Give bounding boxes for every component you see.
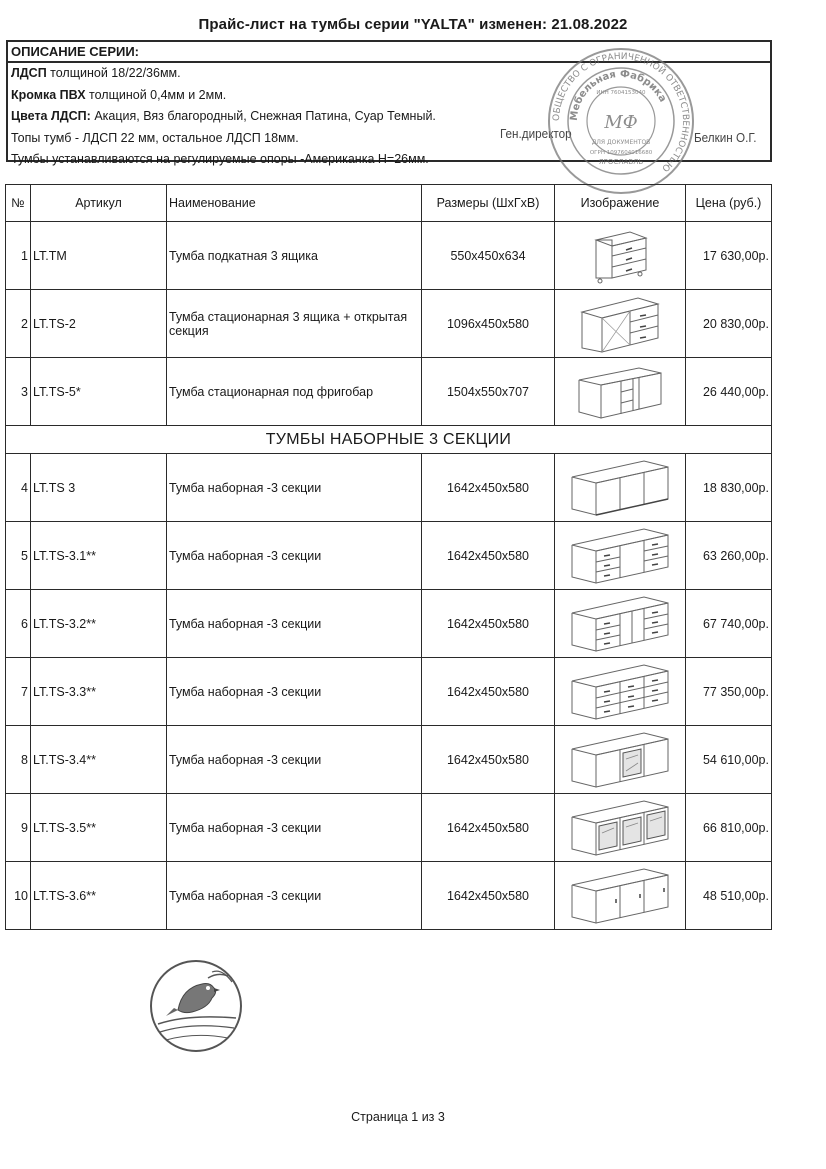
price-cell: 67 740,00р. [686,590,772,658]
size-cell: 1096x450x580 [422,290,555,358]
image-cell [555,794,686,862]
all-glass-icon [557,797,683,859]
row-number: 10 [6,862,31,930]
open-3-section-icon [557,457,683,519]
svg-text:ДЛЯ ДОКУМЕНТОВ: ДЛЯ ДОКУМЕНТОВ [591,139,651,146]
svg-text:ЯРОСЛАВЛЬ: ЯРОСЛАВЛЬ [598,158,644,166]
article-cell: LT.TS-3.3** [31,658,167,726]
table-row [6,794,772,862]
name-cell: Тумба наборная -3 секции [167,454,422,522]
all-doors-icon [557,865,683,927]
fridge-cabinet-icon [557,364,683,420]
image-cell [555,726,686,794]
drawers-doors-drawers-icon [557,593,683,655]
mobile-pedestal-icon [557,228,683,284]
header-image: Изображение [555,185,686,222]
name-cell: Тумба наборная -3 секции [167,658,422,726]
image-cell [555,658,686,726]
price-cell: 54 610,00р. [686,726,772,794]
svg-text:МФ: МФ [604,112,638,133]
row-number: 7 [6,658,31,726]
article-cell: LT.TM [31,222,167,290]
image-cell [555,862,686,930]
article-cell: LT.TS-3.4** [31,726,167,794]
signer-title: Ген.директор [500,126,572,141]
table-row [6,454,772,522]
signer-name: Белкин О.Г. [694,130,757,145]
section-row [6,426,772,454]
table-row [6,358,772,426]
svg-text:Мебельная Фабрика: Мебельная Фабрика [568,68,669,122]
article-cell: LT.TS-2 [31,290,167,358]
header-num: № [6,185,31,222]
header-size: Размеры (ШхГхВ) [422,185,555,222]
table-row [6,222,772,290]
row-number: 5 [6,522,31,590]
size-cell: 1642x450x580 [422,794,555,862]
description-line-4: Топы тумб - ЛДСП 22 мм, остальное ЛДСП 18мм. [11,130,299,145]
article-cell: LT.TS-3.5** [31,794,167,862]
row-number: 9 [6,794,31,862]
price-cell: 20 830,00р. [686,290,772,358]
image-cell [555,522,686,590]
page-title: Прайс-лист на тумбы серии "YALTA" изменен: 21.08.2022 [198,16,628,33]
glass-middle-icon [557,729,683,791]
svg-text:ИНН 7604153040: ИНН 7604153040 [596,90,646,96]
name-cell: Тумба стационарная 3 ящика + открытая секция [167,290,422,358]
article-cell: LT.TS 3 [31,454,167,522]
table-row [6,658,772,726]
description-line-5: Тумбы устанавливаются на регулируемые опоры -Американка H=26мм. [11,152,429,166]
image-cell [555,454,686,522]
table-row [6,862,772,930]
price-cell: 17 630,00р. [686,222,772,290]
article-cell: LT.TS-3.1** [31,522,167,590]
svg-text:ОБЩЕСТВО С ОГРАНИЧЕННОЙ ОТВЕТС: ОБЩЕСТВО С ОГРАНИЧЕННОЙ ОТВЕТСТВЕННОСТЬЮ [551,51,691,174]
description-line-2: Кромка ПВХ толщиной 0,4мм и 2мм. [11,87,227,102]
price-table [5,184,772,930]
header-article: Артикул [31,185,167,222]
row-number: 2 [6,290,31,358]
name-cell: Тумба наборная -3 секции [167,862,422,930]
size-cell: 1642x450x580 [422,862,555,930]
name-cell: Тумба стационарная под фригобар [167,358,422,426]
article-cell: LT.TS-3.6** [31,862,167,930]
name-cell: Тумба наборная -3 секции [167,590,422,658]
table-row [6,290,772,358]
table-row [6,726,772,794]
row-number: 8 [6,726,31,794]
price-cell: 63 260,00р. [686,522,772,590]
price-cell: 26 440,00р. [686,358,772,426]
price-cell: 48 510,00р. [686,862,772,930]
article-cell: LT.TS-5* [31,358,167,426]
name-cell: Тумба наборная -3 секции [167,794,422,862]
name-cell: Тумба наборная -3 секции [167,522,422,590]
image-cell [555,222,686,290]
description-line-1: ЛДСП толщиной 18/22/36мм. [11,66,181,80]
page-footer: Страница 1 из 3 [351,1110,445,1124]
size-cell: 1642x450x580 [422,522,555,590]
cabinet-drawers-open-icon [557,294,683,354]
size-cell: 1642x450x580 [422,590,555,658]
image-cell [555,590,686,658]
table-row [6,590,772,658]
row-number: 6 [6,590,31,658]
price-cell: 66 810,00р. [686,794,772,862]
header-price: Цена (руб.) [686,185,772,222]
article-cell: LT.TS-3.2** [31,590,167,658]
table-row [6,522,772,590]
row-number: 1 [6,222,31,290]
bird-logo-icon [148,958,244,1054]
price-cell: 18 830,00р. [686,454,772,522]
row-number: 3 [6,358,31,426]
drawers-open-drawers-icon [557,525,683,587]
price-cell: 77 350,00р. [686,658,772,726]
section-title: ТУМБЫ НАБОРНЫЕ 3 СЕКЦИИ [6,426,772,454]
company-stamp-icon [546,46,696,196]
size-cell: 1642x450x580 [422,454,555,522]
size-cell: 1642x450x580 [422,658,555,726]
svg-text:ОГРН 1097604016680: ОГРН 1097604016680 [589,150,653,156]
description-heading: ОПИСАНИЕ СЕРИИ: [8,42,770,63]
image-cell [555,290,686,358]
header-name: Наименование [167,185,422,222]
size-cell: 1504x550x707 [422,358,555,426]
table-header-row [6,185,772,222]
size-cell: 1642x450x580 [422,726,555,794]
name-cell: Тумба наборная -3 секции [167,726,422,794]
size-cell: 550x450x634 [422,222,555,290]
all-drawers-icon [557,661,683,723]
name-cell: Тумба подкатная 3 ящика [167,222,422,290]
row-number: 4 [6,454,31,522]
description-line-3: Цвета ЛДСП: Акация, Вяз благородный, Снежная Патина, Суар Темный. [11,109,436,123]
image-cell [555,358,686,426]
